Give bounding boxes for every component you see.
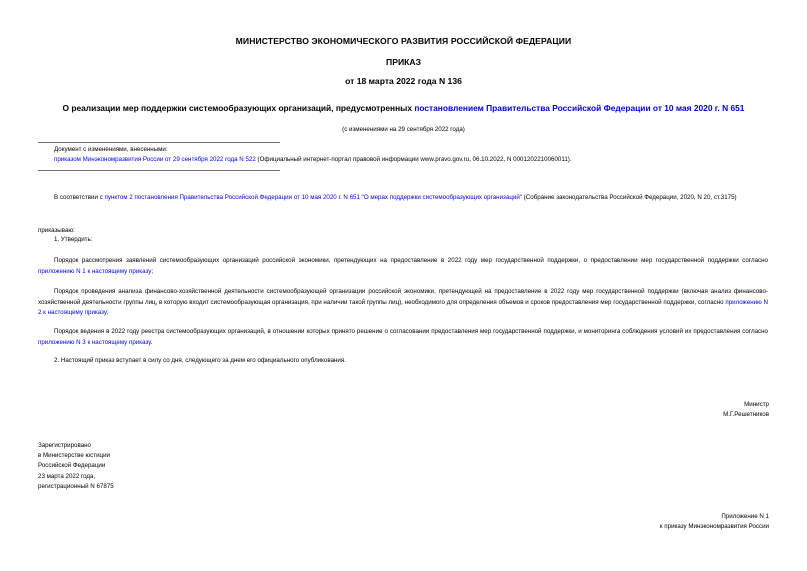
order-3-end: . xyxy=(150,338,153,346)
appendix-3-link[interactable]: приложению N 3 к настоящему приказу xyxy=(38,338,151,346)
appendix-subtitle: к приказу Минэкономразвития России xyxy=(659,523,769,530)
preamble-paragraph xyxy=(38,193,768,204)
document-date-number: от 18 марта 2022 года N 136 xyxy=(345,76,462,86)
signatory-name: М.Г.Решетников xyxy=(723,411,769,418)
item-2-text: 2. Настоящий приказ вступает в силу со дня, следующего за днем его официального опубликования. xyxy=(54,357,346,364)
appendix-heading xyxy=(660,512,769,532)
registration-line: регистрационный N 67875 xyxy=(38,482,114,490)
amendments-label: Документ с изменениями, внесенными: xyxy=(54,146,168,153)
edition-note: (с изменениями на 29 сентября 2022 года) xyxy=(342,126,465,133)
title-resolution-link[interactable]: постановлением Правительства Российской Федерации от 10 мая 2020 г. N 651 xyxy=(414,103,745,113)
amendments-entry xyxy=(54,155,774,164)
amendment-order-link[interactable]: приказом Минэкономразвития России от 29 сентября 2022 года N 522 xyxy=(54,156,256,163)
title-text: О реализации мер поддержки системообразующих организаций, предусмотренных xyxy=(62,103,415,113)
preamble-text-end: (Собрание законодательства Российской Федерации, 2020, N 20, ст.3175) xyxy=(521,194,737,201)
order-1-end: ; xyxy=(151,267,154,275)
prikazyvayu-text: приказываю: xyxy=(38,227,75,234)
preamble-resolution-link[interactable]: пунктом 2 постановления Правительства Российской Федерации от 10 мая 2020 г. N 651 "О мерах поддержки системообразующих организаций" xyxy=(104,194,522,201)
registration-line: Зарегистрировано xyxy=(38,442,91,449)
appendix-title: Приложение N 1 xyxy=(721,513,769,520)
order-3-paragraph xyxy=(38,327,768,348)
amendment-source: (Официальный интернет-портал правовой информации www.pravo.gov.ru, 06.10.2022, N 0001202210060011). xyxy=(255,156,572,163)
registration-block xyxy=(38,441,114,492)
order-3-text: Порядок ведения в 2022 году реестра системообразующих организаций, в отношении которых принято решение о согласовании предоставления мер государственной поддержки, и мониторинга соблюдения условий их предоставления согласно xyxy=(54,328,768,335)
signature-block xyxy=(723,400,769,420)
amendments-bottom-divider xyxy=(38,170,280,171)
preamble-text-start: В соответствии с xyxy=(54,194,105,201)
registration-line: в Министерстве юстиции xyxy=(38,452,111,460)
order-1-text: Порядок рассмотрения заявлений системообразующих организаций российской экономики, претендующих на предоставление в 2022 году мер государственной поддержки, о предоставлении мер государственной поддержки согласно xyxy=(54,257,768,264)
order-2-paragraph xyxy=(38,287,768,319)
signatory-position: Министр xyxy=(744,401,769,408)
order-1-paragraph xyxy=(38,256,768,277)
appendix-2-link[interactable]: приложению N 2 к настоящему приказу xyxy=(38,298,768,316)
appendix-1-link[interactable]: приложению N 1 к настоящему приказу xyxy=(38,267,152,275)
registration-line: Российской Федерации xyxy=(38,462,106,470)
order-2-end: ; xyxy=(107,309,109,316)
order-2-text: Порядок проведения анализа финансово-хозяйственной деятельности системообразующей организации российской экономики, претендующей на предоставление в 2022 году мер государственной поддержки (включая анализ финансово-хозяйственной деятельности группы лиц, в которую входит системообразующая организация, при наличии такой группы лиц), необходимого для определения объемов и сроков предоставления мер государственной поддержки, согласно xyxy=(38,288,768,306)
item-1-text: 1. Утвердить: xyxy=(54,236,93,243)
registration-line: 23 марта 2022 года, xyxy=(38,472,96,480)
document-type: ПРИКАЗ xyxy=(386,57,421,67)
ministry-header: МИНИСТЕРСТВО ЭКОНОМИЧЕСКОГО РАЗВИТИЯ РОССИЙСКОЙ ФЕДЕРАЦИИ xyxy=(235,36,572,46)
amendments-top-divider xyxy=(38,142,280,143)
document-title xyxy=(0,103,807,113)
